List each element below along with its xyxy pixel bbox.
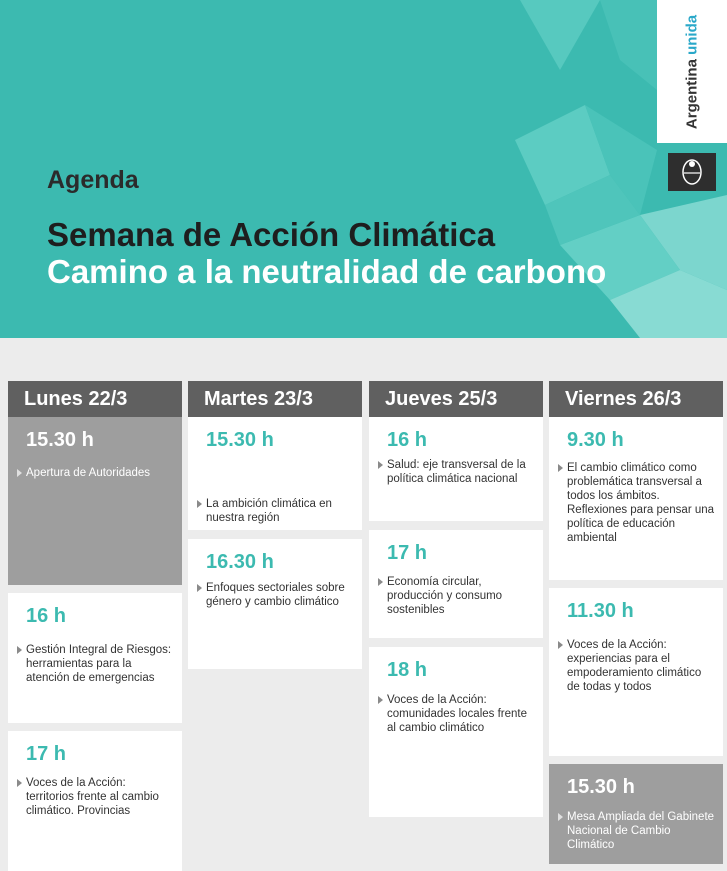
bullet-icon: [17, 646, 22, 654]
event-card: [8, 593, 182, 723]
event-description: Voces de la Acción: territorios frente al cambio climático. Provincias: [26, 777, 159, 817]
national-seal-icon: [668, 153, 716, 191]
event-time: 16 h: [26, 605, 67, 627]
day-header: Viernes 26/3: [549, 381, 723, 417]
event-description: La ambición climática en nuestra región: [206, 498, 332, 524]
event-description: Salud: eje transversal de la política climática nacional: [387, 459, 526, 485]
event-card: [549, 588, 723, 756]
page-title: Semana de Acción Climática: [47, 216, 496, 253]
event-card: [8, 417, 182, 585]
agenda-label: Agenda: [47, 166, 139, 194]
event-card: [8, 731, 182, 871]
bullet-icon: [17, 779, 22, 787]
event-card: [369, 647, 543, 817]
event-time: 15.30 h: [26, 429, 94, 451]
event-description: El cambio climático como problemática transversal a todos los ámbitos. Reflexiones para pensar una política de educación ambiental: [567, 462, 715, 544]
event-description: Apertura de Autoridades: [26, 467, 151, 479]
event-card: [549, 417, 723, 580]
event-time: 9.30 h: [567, 429, 624, 451]
event-card: [369, 417, 543, 521]
day-header: Jueves 25/3: [369, 381, 543, 417]
day-column-jueves: [369, 381, 543, 734]
bullet-icon: [197, 500, 202, 508]
header-banner: [0, 0, 727, 338]
day-header: Martes 23/3: [188, 381, 362, 417]
event-time: 16 h: [387, 429, 428, 451]
event-time: 11.30 h: [567, 600, 634, 622]
day-column-viernes: [549, 381, 723, 851]
badge-text: Argentina unida: [683, 14, 701, 130]
bullet-icon: [558, 813, 563, 821]
page-subtitle: Camino a la neutralidad de carbono: [47, 253, 607, 290]
event-description: Voces de la Acción: experiencias para el empoderamiento climático de todas y todos: [567, 639, 702, 693]
event-time: 17 h: [26, 743, 67, 765]
event-description: Voces de la Acción: comunidades locales frente al cambio climático: [387, 694, 527, 734]
event-time: 15.30 h: [206, 429, 274, 451]
bullet-icon: [378, 578, 383, 586]
event-description: Enfoques sectoriales sobre género y cambio climático: [206, 582, 345, 608]
day-column-martes: [188, 381, 362, 608]
event-description: Gestión Integral de Riesgos: herramientas para la atención de emergencias: [26, 644, 172, 684]
event-card: [549, 764, 723, 864]
day-column-lunes: [8, 381, 182, 817]
event-card: [188, 539, 362, 669]
bullet-icon: [378, 461, 383, 469]
event-card: [188, 417, 362, 530]
bullet-icon: [558, 464, 563, 472]
bullet-icon: [558, 641, 563, 649]
event-description: Economía circular, producción y consumo sostenibles: [387, 576, 503, 616]
event-description: Mesa Ampliada del Gabinete Nacional de Cambio Climático: [567, 811, 715, 851]
bullet-icon: [378, 696, 383, 704]
event-time: 16.30 h: [206, 551, 274, 573]
bullet-icon: [197, 584, 202, 592]
day-header: Lunes 22/3: [8, 381, 182, 417]
event-time: 15.30 h: [567, 776, 635, 798]
event-card: [369, 530, 543, 638]
event-time: 18 h: [387, 659, 428, 681]
bullet-icon: [17, 469, 22, 477]
event-time: 17 h: [387, 542, 428, 564]
